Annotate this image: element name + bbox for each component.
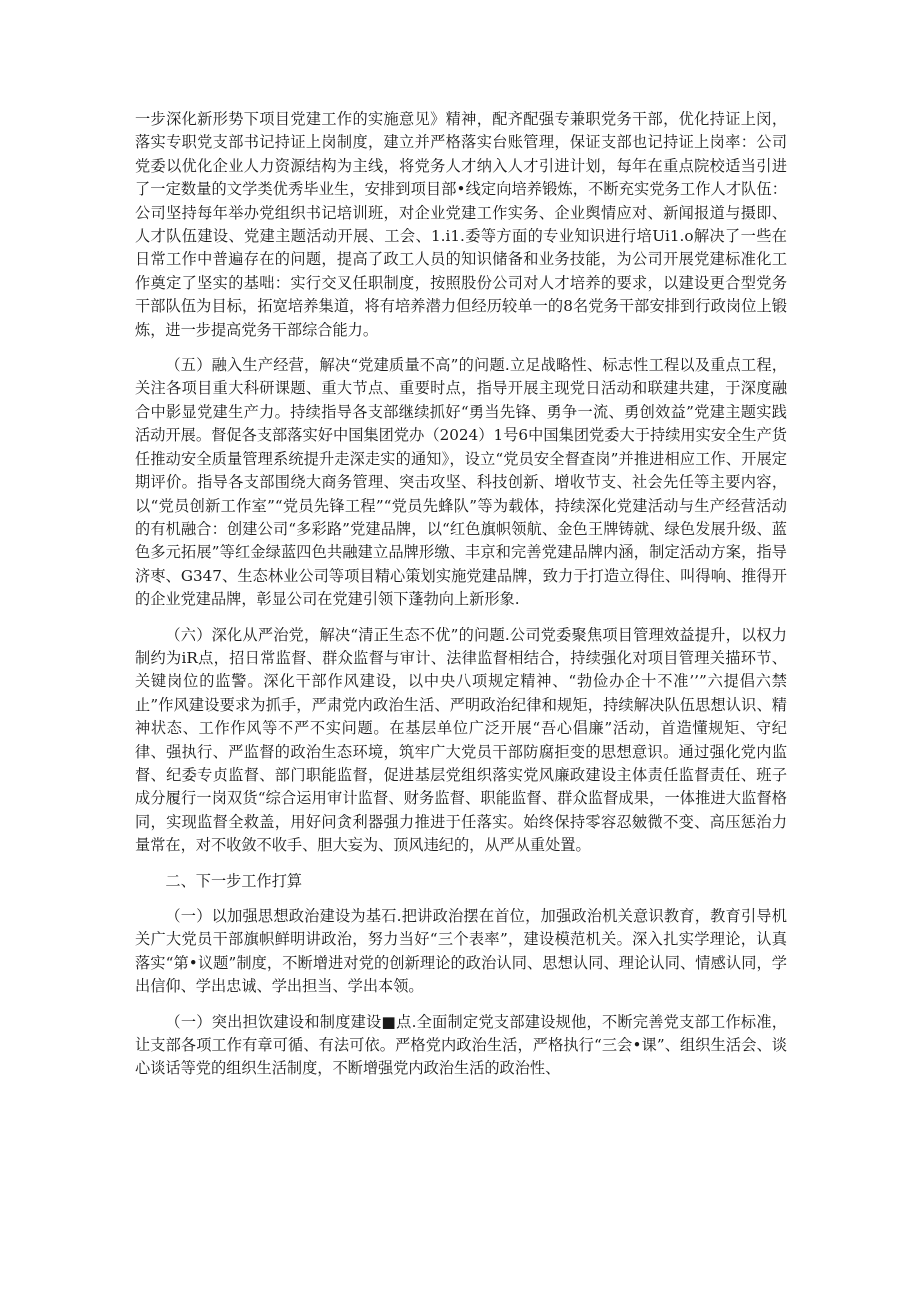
section-heading: 二、下一步工作打算: [165, 871, 303, 890]
document-page: [135, 108, 787, 1093]
paragraph-plan-one: （一）以加强思想政治建设为基石.把讲政治摆在首位，加强政治机关意识教育，教育引导机关广大党员干部旗帜鲜明讲政治，努力当好“三个表率”，建设模范机关。深入扎实学理论，认真落实“第•议题”制度，不断增进对党的创新理论的政治认同、思想认同、理论认同、情感认同，学出信仰、学出忠诚、学出担当、学出本领。: [135, 907, 787, 996]
paragraph-plan-two: （一）突出担饮建设和制度建设■点.全面制定党支部建设规他，不断完善党支部工作标准，让支部各项工作有章可循、有法可依。严格党内政治生活，严格执行“三会•课”、组织生活会、谈心谈话等党的组织生活制度，不断增强党内政治生活的政治性、: [135, 1012, 787, 1078]
paragraph-six-discipline: （六）深化从严治党，解决“清正生态不优”的问题.公司党委聚焦项目管理效益提升，以权力制约为iR点，招日常监督、群众监督与审计、法律监督相结合，持续强化对项目管理关描环节、关键岗位的监警。深化干部作风建设，以中央八项规定精神、“勃俭办企十不准’’”六提倡六禁止”作风建设要求为抓手，严肃党内政治生活、严明政治纪律和规矩，持续解决队伍思想认识、精神状态、工作作风等不严不实问题。在基层单位广泛开展“吾心倡廉”活动，首造懂规矩、守纪律、强执行、严监督的政治生态环境，筑牢广大党员干部防腐拒变的思想意识。通过强化党内监督、纪委专贞监督、部门职能监督，促进基层党组织落实党风廉政建设主体责任监督责任、班子成分履行一岗双货“综合运用审计监督、财务监督、职能监督、群众监督成果，一体推进大监督格同，实现监督全救盖，用好问贪利器强力推进于任落实。始终保持零容忍皴微不变、高压惩治力量常在，对不收敛不收手、胆大妄为、顶风违纪的，从严从重处置。: [135, 625, 787, 855]
paragraph-five-production: （五）融入生产经营，解决“党建质量不高”的问题.立足战略性、标志性工程以及重点工程，关注各项目重大科研课题、重大节点、重要时点，指导开展主现党日活动和联建共建，于深度融合中影显党建生产力。持续指导各支部继续抓好“勇当先锋、勇争一流、勇创效益”党建主题实践活动开展。督促各支部落实好中国集团党办（2024）1号6中国集团党委大于持续用实安全生产货任推动安全质量管理系统提升走深走实的通知》，设立“党员安全督查岗”并推进相应工作、开展定期评价。指导各支部围绕大商务管理、突击攻坚、科技创新、增收节支、社会先任等主要内容，以“党员创新工作室”“党员先锋工程”“党员先蜂队”等为载体，持续深化党建活动与生产经营活动的有机融合：创建公司“多彩路”党建品牌，以“红色旗帜领航、金色王牌铸就、绿色发展升级、蓝色多元拓展”等红金绿蓝四色共融建立品牌形缴、丰京和完善党建品牌内涵，制定活动方案，指导济枣、G347、生态林业公司等项目精心策划实施党建品牌，致力于打造立得住、叫得响、推得开的企业党建品牌，彰显公司在党建引领下蓬勃向上新形象.: [135, 356, 787, 609]
paragraph-cadre-training: 一步深化新形势下项目党建工作的实施意见》精神，配齐配强专兼职党务干部，优化持证上闵，落实专职党支部书记持证上岗制度，建立并严格落实台账管理，保证支部也记持证上岗率：公司党委以优化企业人力资源结构为主线，将党务人才纳入人才引进计划，每年在重点院校适当引进了一定数量的文学类优秀毕业生，安排到项目部•线定向培养锻炼，不断充实党务工作人才队伍：公司坚持每年举办党组织书记培训班，对企业党建工作实务、企业舆情应对、新闻报道与摄即、人才队伍建设、党建主题活动开展、工会、1.i1.委等方面的专业知识进行培Ui1.o解决了一些在日常工作中普遍存在的问题，提高了政工人员的知识储备和业务技能，为公司开展党建标准化工作奠定了坚实的基咄：实行交叉任职制度，按照股份公司对人才培养的要求，以建设更合型党务干部队伍为目标，拓宽培养集道，将有培养潜力但经历较单一的8名党务干部安排到行政岗位上锻炼，进一步提高党务干部综合能力。: [135, 110, 787, 339]
